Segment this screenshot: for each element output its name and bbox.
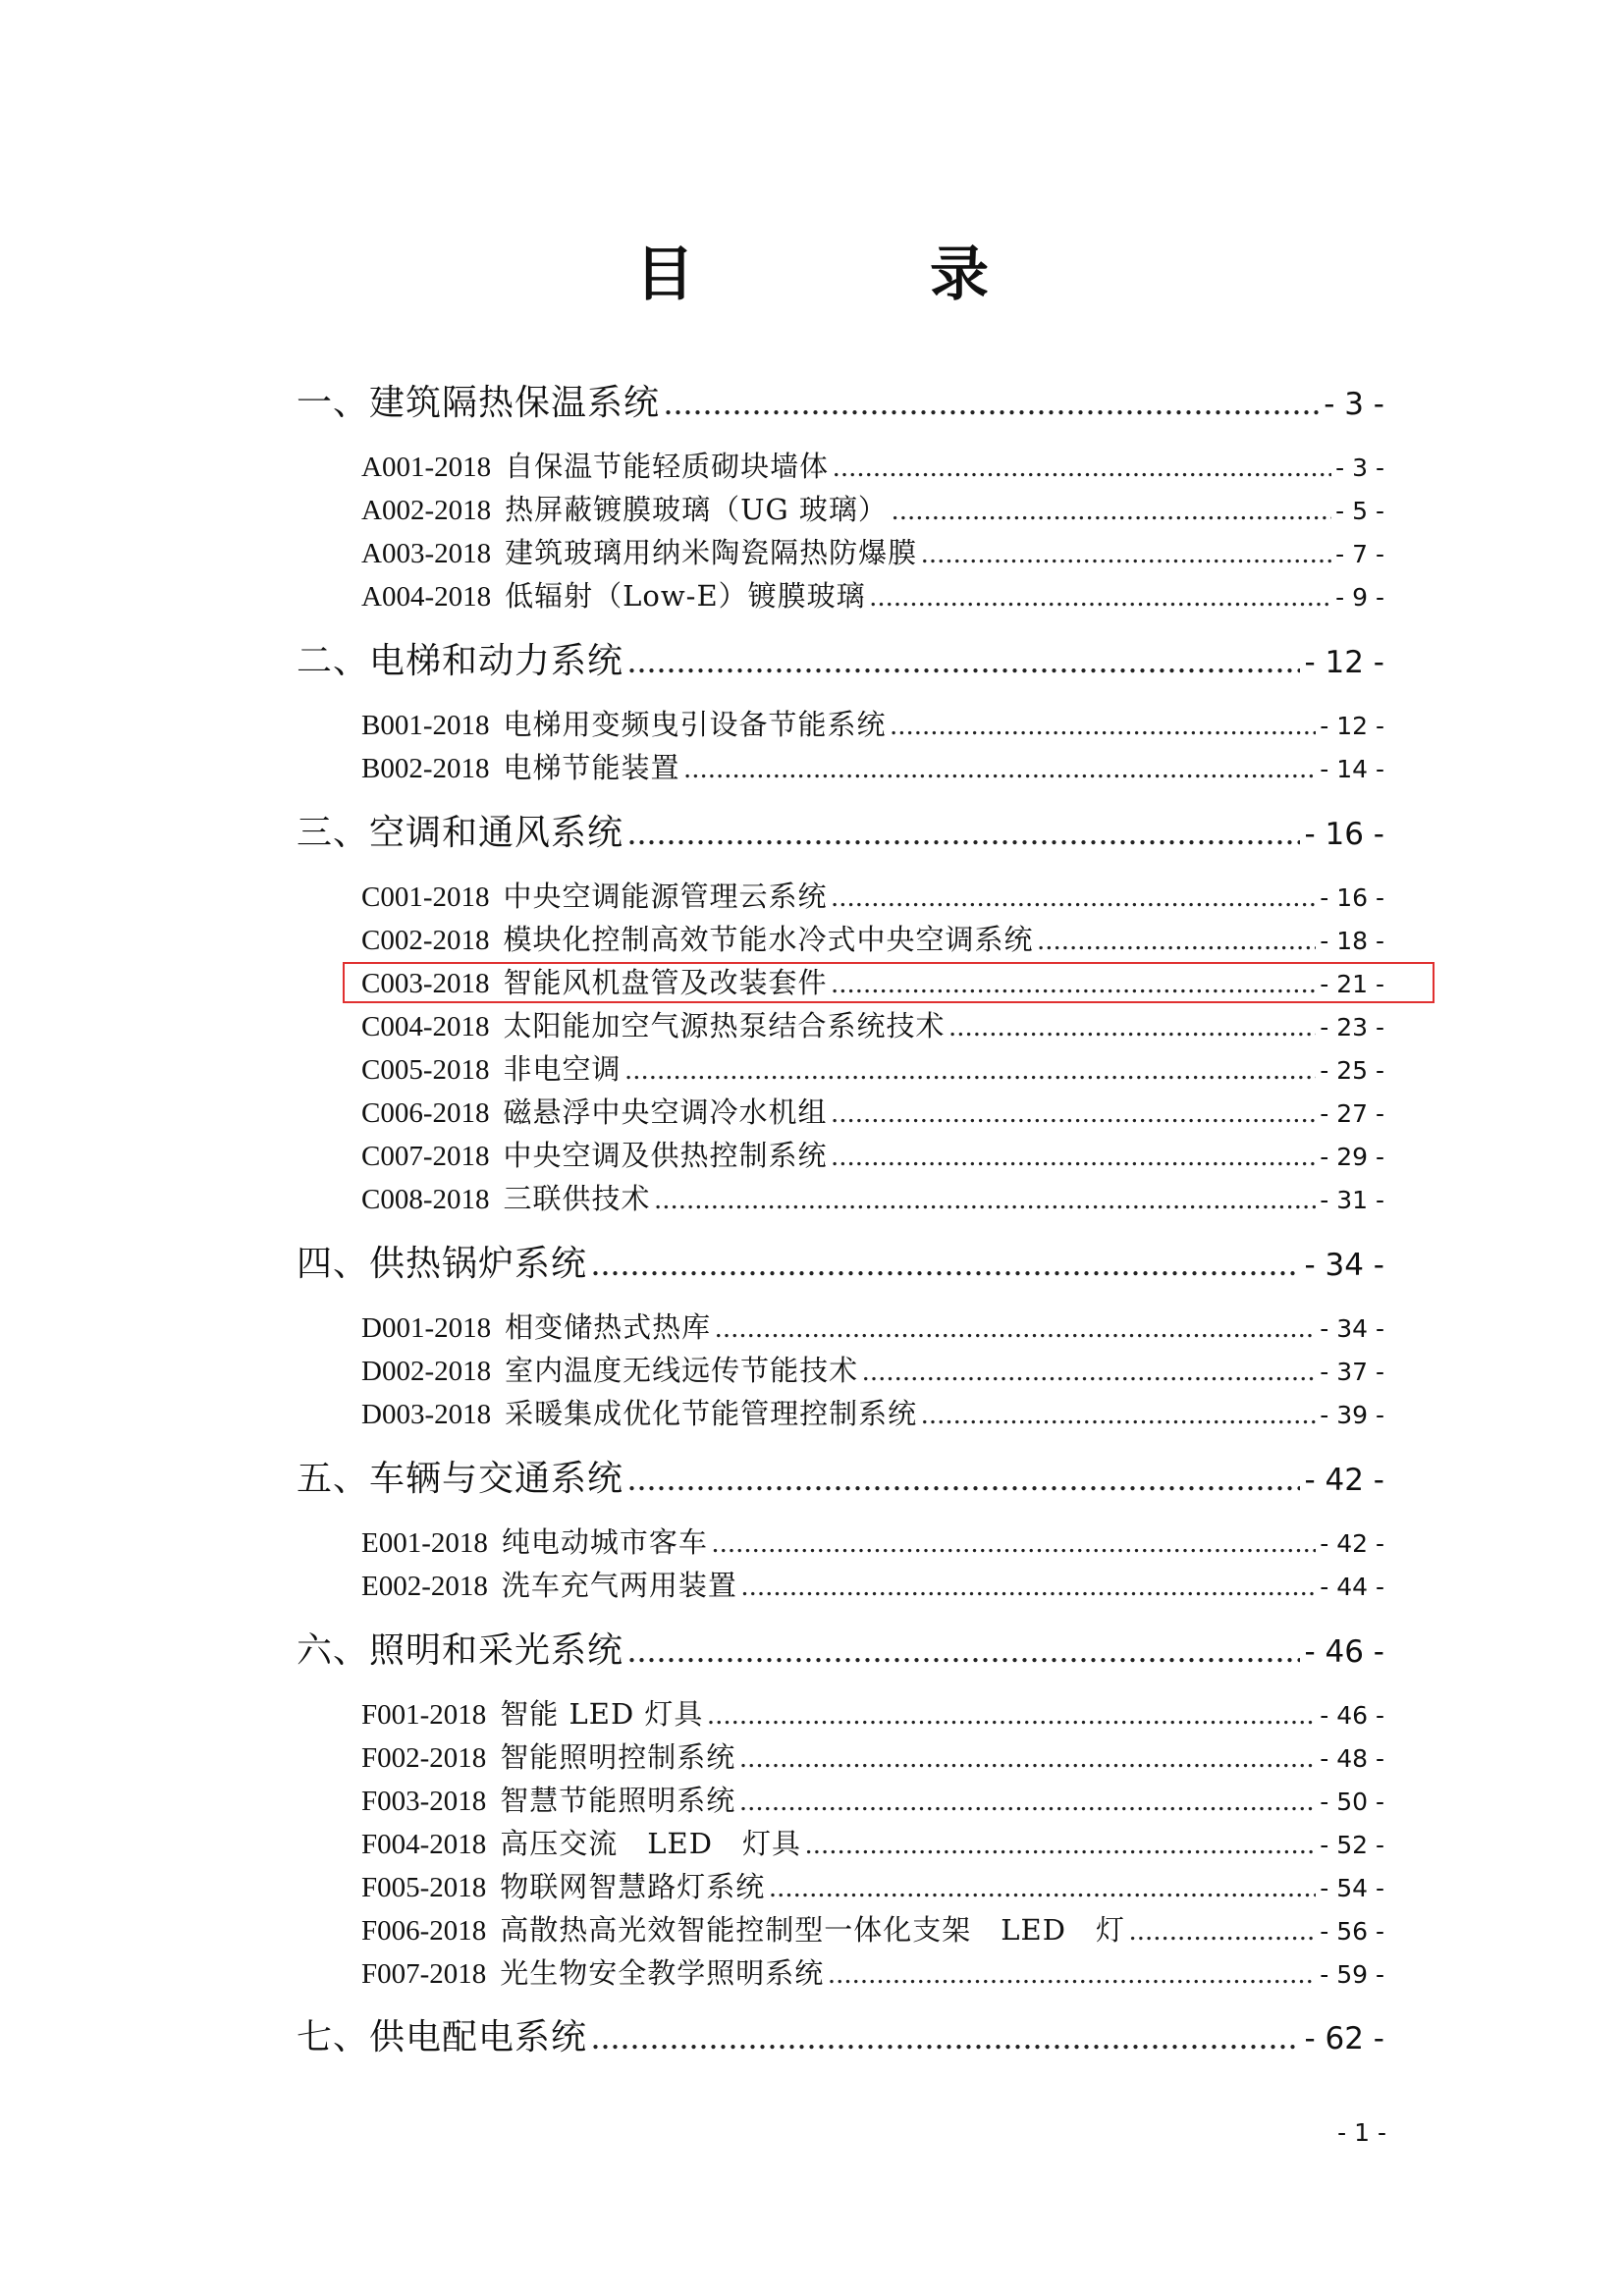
toc-item-title: 建筑玻璃用纳米陶瓷隔热防爆膜 [505, 536, 918, 569]
toc-item-title: 高散热高光效智能控制型一体化支架 LED 灯 [500, 1913, 1125, 1947]
toc-item[interactable] [361, 1781, 1384, 1820]
toc-item-code: F006-2018 [361, 1915, 487, 1947]
toc-page-number: - 46 - [1320, 1701, 1384, 1730]
dot-leader [870, 577, 1332, 616]
toc-page-number: - 54 - [1320, 1874, 1384, 1902]
toc-item-title: 电梯节能装置 [503, 751, 680, 784]
toc-item-title: 太阳能加空气源热泵结合系统技术 [503, 1009, 946, 1042]
toc-item-code: E001-2018 [361, 1527, 488, 1559]
dot-leader [769, 1868, 1316, 1907]
dot-leader [1129, 1911, 1316, 1950]
toc-item[interactable] [361, 748, 1384, 787]
toc-page-number: - 14 - [1320, 755, 1384, 783]
toc-item-code: A002-2018 [361, 495, 492, 526]
toc-item[interactable] [361, 1394, 1384, 1433]
toc-section-title: 三、空调和通风系统 [297, 813, 624, 853]
toc-page-number: - 44 - [1320, 1573, 1384, 1601]
toc-item[interactable] [361, 1093, 1384, 1132]
dot-leader [739, 1738, 1316, 1778]
dot-leader [828, 1954, 1316, 1994]
toc-item[interactable] [361, 1694, 1384, 1734]
toc-item-code: D001-2018 [361, 1312, 492, 1344]
footer-page-number: - 1 - [1337, 2118, 1386, 2147]
toc-item-code: F005-2018 [361, 1872, 487, 1903]
toc-section-title: 四、供热锅炉系统 [297, 1244, 588, 1284]
toc-item-title: 低辐射（Low-E）镀膜玻璃 [505, 579, 866, 613]
toc-item[interactable] [361, 1953, 1384, 1993]
toc-item-code: D002-2018 [361, 1356, 492, 1387]
dot-leader [627, 808, 1300, 857]
toc-item-code: E002-2018 [361, 1571, 488, 1602]
toc-page-number: - 42 - [1320, 1529, 1384, 1558]
dot-leader [591, 2012, 1300, 2061]
toc-item-code: D003-2018 [361, 1399, 492, 1430]
toc-item-code: F001-2018 [361, 1699, 487, 1731]
toc-item[interactable] [361, 533, 1384, 572]
toc-item-code: C006-2018 [361, 1097, 490, 1129]
toc-page-number: - 16 - [1304, 817, 1384, 852]
toc-item-title: 室内温度无线远传节能技术 [505, 1354, 859, 1387]
toc-item-title: 中央空调能源管理云系统 [503, 880, 828, 913]
toc-section[interactable] [297, 378, 1384, 427]
toc-item-title: 智能 LED 灯具 [500, 1697, 704, 1731]
dot-leader [664, 378, 1320, 427]
toc-item[interactable] [361, 1006, 1384, 1045]
dot-leader [627, 1454, 1300, 1503]
toc-item-title: 自保温节能轻质砌块墙体 [505, 450, 830, 483]
toc-item[interactable] [361, 576, 1384, 615]
toc-item-code: F004-2018 [361, 1829, 487, 1860]
dot-leader [1038, 921, 1317, 960]
toc-item-title: 非电空调 [503, 1052, 622, 1086]
toc-page-number: - 27 - [1320, 1099, 1384, 1128]
toc-page-number: - 50 - [1320, 1788, 1384, 1816]
toc-page-number: - 3 - [1335, 454, 1384, 482]
toc-item-title: 光生物安全教学照明系统 [500, 1956, 825, 1990]
dot-leader [833, 448, 1331, 487]
toc-item[interactable] [361, 490, 1384, 529]
toc-item-title: 智能风机盘管及改装套件 [503, 966, 828, 999]
toc-item[interactable] [361, 1351, 1384, 1390]
toc-item[interactable] [361, 1308, 1384, 1347]
toc-item-title: 磁悬浮中央空调冷水机组 [503, 1095, 828, 1129]
dot-leader [832, 1094, 1317, 1133]
toc-item[interactable] [361, 1737, 1384, 1777]
dot-leader [627, 1626, 1300, 1675]
toc-page-number: - 3 - [1324, 387, 1384, 422]
toc-item[interactable] [361, 1566, 1384, 1605]
toc-item[interactable] [361, 1136, 1384, 1175]
toc-item-title: 智能照明控制系统 [500, 1740, 736, 1774]
toc-page-number: - 62 - [1304, 2021, 1384, 2056]
dot-leader [862, 1352, 1316, 1391]
toc-item-title: 热屏蔽镀膜玻璃（UG 玻璃） [505, 493, 888, 526]
toc-section[interactable] [297, 636, 1384, 685]
toc-section-title: 五、车辆与交通系统 [297, 1459, 624, 1499]
dot-leader [921, 534, 1331, 573]
toc-page-number: - 18 - [1320, 927, 1384, 955]
toc-item[interactable] [361, 877, 1384, 916]
toc-section[interactable] [297, 1239, 1384, 1288]
toc-item-code: B002-2018 [361, 753, 490, 784]
dot-leader [591, 1239, 1300, 1288]
toc-page-number: - 12 - [1304, 645, 1384, 680]
toc-item[interactable] [361, 1522, 1384, 1562]
dot-leader [832, 1137, 1317, 1176]
dot-leader [805, 1825, 1316, 1864]
toc-page-number: - 59 - [1320, 1960, 1384, 1989]
toc-item-code: C007-2018 [361, 1141, 490, 1172]
page-title: 目 录 [635, 240, 1077, 309]
toc-item[interactable] [361, 1049, 1384, 1089]
toc-item-code: C004-2018 [361, 1011, 490, 1042]
toc-page-number: - 16 - [1320, 883, 1384, 912]
dot-leader [949, 1007, 1317, 1046]
toc-item-title: 高压交流 LED 灯具 [500, 1827, 801, 1860]
toc-item-code: B001-2018 [361, 710, 490, 741]
dot-leader [627, 636, 1300, 685]
toc-page-number: - 34 - [1320, 1314, 1384, 1343]
dot-leader [715, 1308, 1316, 1348]
toc-section-title: 二、电梯和动力系统 [297, 641, 624, 681]
toc-item-title: 模块化控制高效节能水冷式中央空调系统 [503, 923, 1034, 956]
toc-page-number: - 46 - [1304, 1634, 1384, 1670]
toc-item-code: F007-2018 [361, 1958, 487, 1990]
toc-item[interactable] [361, 1910, 1384, 1949]
toc-page-number: - 39 - [1320, 1401, 1384, 1429]
toc-item-title: 中央空调及供热控制系统 [503, 1139, 828, 1172]
toc-page-number: - 9 - [1335, 583, 1384, 612]
toc-item-code: C002-2018 [361, 925, 490, 956]
toc-item-code: C003-2018 [361, 968, 490, 999]
dot-leader [625, 1050, 1317, 1090]
toc-item-code: A001-2018 [361, 452, 492, 483]
dot-leader [684, 749, 1317, 788]
toc-page-number: - 29 - [1320, 1143, 1384, 1171]
toc-section-title: 一、建筑隔热保温系统 [297, 383, 661, 423]
toc-item[interactable] [361, 447, 1384, 486]
dot-leader [921, 1395, 1316, 1434]
toc-item-title: 采暖集成优化节能管理控制系统 [505, 1397, 918, 1430]
toc-item-code: C005-2018 [361, 1054, 490, 1086]
toc-item-title: 电梯用变频曳引设备节能系统 [503, 708, 887, 741]
toc-item-code: A004-2018 [361, 581, 492, 613]
toc-item[interactable] [361, 1867, 1384, 1906]
toc-section[interactable] [297, 1454, 1384, 1503]
toc-item-code: C001-2018 [361, 881, 490, 913]
dot-leader [655, 1180, 1317, 1219]
toc-item-code: A003-2018 [361, 538, 492, 569]
toc-item-title: 相变储热式热库 [505, 1310, 712, 1344]
toc-section-title: 六、照明和采光系统 [297, 1630, 624, 1671]
toc-item-title: 智慧节能照明系统 [500, 1784, 736, 1817]
toc-section[interactable] [297, 808, 1384, 857]
toc-page-number: - 34 - [1304, 1248, 1384, 1283]
highlight-box [343, 962, 1435, 1003]
toc-page-number: - 31 - [1320, 1186, 1384, 1214]
toc-page-number: - 48 - [1320, 1744, 1384, 1773]
dot-leader [832, 878, 1317, 917]
toc-item-title: 纯电动城市客车 [501, 1525, 708, 1559]
toc-section-title: 七、供电配电系统 [297, 2017, 588, 2057]
toc-item-code: F003-2018 [361, 1786, 487, 1817]
toc-section[interactable] [297, 1626, 1384, 1675]
dot-leader [712, 1523, 1316, 1563]
toc-page-number: - 25 - [1320, 1056, 1384, 1085]
toc-item-title: 三联供技术 [503, 1182, 651, 1215]
toc-page-number: - 23 - [1320, 1013, 1384, 1041]
dot-leader [891, 706, 1317, 745]
dot-leader [892, 491, 1331, 530]
dot-leader [707, 1695, 1316, 1735]
toc-item-title: 物联网智慧路灯系统 [500, 1870, 766, 1903]
toc-page-number: - 7 - [1335, 540, 1384, 568]
toc-page-number: - 12 - [1320, 712, 1384, 740]
dot-leader [739, 1782, 1316, 1821]
toc-item[interactable] [361, 1179, 1384, 1218]
toc-item-code: F002-2018 [361, 1742, 487, 1774]
toc-item[interactable] [361, 1824, 1384, 1863]
dot-leader [741, 1567, 1316, 1606]
toc-page-number: - 42 - [1304, 1463, 1384, 1498]
toc-page-number: - 21 - [1320, 970, 1384, 998]
toc-page-number: - 37 - [1320, 1358, 1384, 1386]
toc-item-title: 洗车充气两用装置 [501, 1569, 737, 1602]
toc-section[interactable] [297, 2012, 1384, 2061]
toc-page-number: - 56 - [1320, 1917, 1384, 1946]
toc-item-code: C008-2018 [361, 1184, 490, 1215]
toc-page-number: - 5 - [1335, 497, 1384, 525]
toc-item[interactable] [361, 920, 1384, 959]
toc-page-number: - 52 - [1320, 1831, 1384, 1859]
toc-item[interactable] [361, 705, 1384, 744]
